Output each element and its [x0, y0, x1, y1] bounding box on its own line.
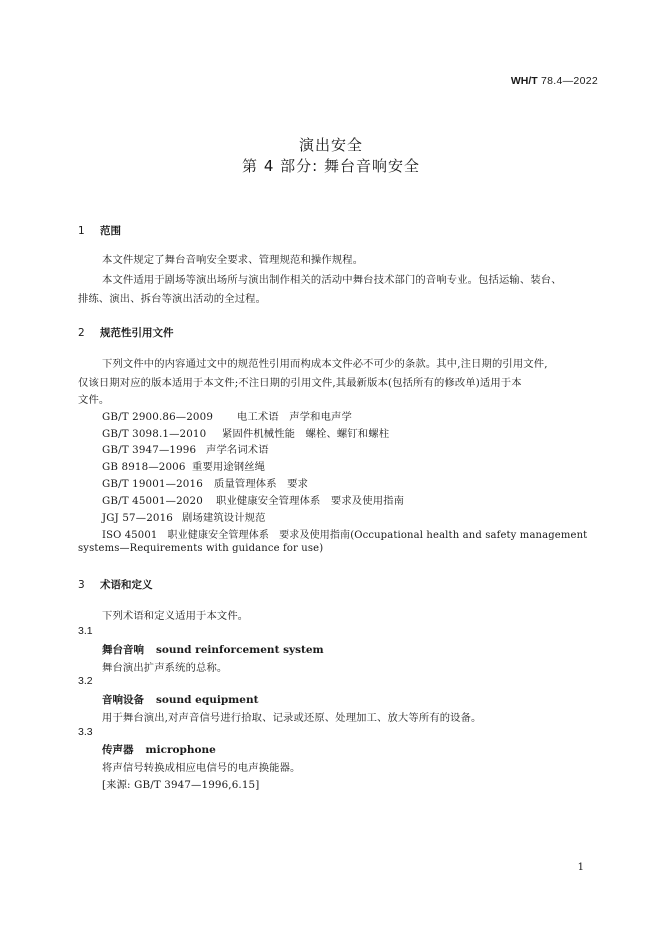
reference-item	[102, 408, 352, 423]
reference-iso: ISO 45001 职业健康安全管理体系 要求及使用指南(Occupational health and safety management	[102, 530, 588, 541]
reference-item	[102, 475, 308, 490]
term-definition: 舞台演出扩声系统的总称。	[102, 662, 228, 674]
reference-item	[102, 458, 265, 473]
section-number: 2	[78, 327, 85, 339]
section-number: 3	[78, 579, 85, 591]
term-chinese: 传声器	[102, 744, 134, 756]
reference-title: 职业健康安全管理体系 要求及使用指南	[216, 495, 405, 507]
reference-title: 电工术语 声学和电声学	[237, 411, 352, 423]
paragraph: 下列术语和定义适用于本文件。	[102, 610, 249, 622]
term-chinese: 舞台音响	[102, 644, 144, 656]
standard-number: 78.4—2022	[541, 75, 598, 87]
term-number: 3.1	[78, 625, 93, 637]
title-line-1: 演出安全	[298, 136, 363, 154]
term-english: sound reinforcement system	[156, 644, 324, 656]
section-title: 规范性引用文件	[100, 327, 174, 339]
paragraph-continued: 排练、演出、拆台等演出活动的全过程。	[78, 293, 267, 305]
reference-standard: GB/T 19001—2016	[102, 478, 203, 490]
term-definition: 将声信号转换成相应电信号的电声换能器。	[102, 762, 301, 774]
reference-item	[102, 441, 269, 456]
reference-standard: GB/T 3098.1—2010	[102, 428, 207, 440]
reference-standard: GB/T 3947—1996	[102, 444, 197, 456]
paragraph: 本文件适用于剧场等演出场所与演出制作相关的活动中舞台技术部门的音响专业。包括运输、装台、	[102, 274, 562, 286]
reference-item	[102, 425, 389, 440]
reference-item	[102, 509, 266, 524]
section-1-heading	[78, 223, 121, 238]
reference-title: 剧场建筑设计规范	[182, 512, 266, 524]
section-2-heading	[78, 325, 174, 340]
document-header	[511, 75, 598, 87]
term-heading	[102, 642, 324, 657]
term-number: 3.3	[78, 726, 93, 738]
reference-iso-continued: systems—Requirements with guidance for use)	[78, 543, 324, 554]
section-title: 范围	[100, 225, 121, 237]
paragraph-continued: 仅该日期对应的版本适用于本文件;不注日期的引用文件,其最新版本(包括所有的修改单)适用于本	[78, 377, 522, 389]
reference-title: 重要用途钢丝绳	[192, 461, 266, 473]
term-heading	[102, 742, 216, 757]
paragraph: 下列文件中的内容通过文中的规范性引用而构成本文件必不可少的条款。其中,注日期的引用文件,	[102, 358, 548, 370]
reference-standard: GB 8918—2006	[102, 461, 186, 473]
term-english: sound equipment	[156, 694, 259, 706]
reference-standard: GB/T 45001—2020	[102, 495, 203, 507]
reference-title: 紧固件机械性能 螺栓、螺钉和螺柱	[222, 428, 390, 440]
section-number: 1	[78, 225, 85, 237]
section-3-heading	[78, 577, 153, 592]
term-english: microphone	[145, 744, 216, 756]
reference-title: 质量管理体系 要求	[214, 478, 309, 490]
paragraph-continued: 文件。	[78, 394, 110, 406]
term-chinese: 音响设备	[102, 694, 144, 706]
term-definition: 用于舞台演出,对声音信号进行拾取、记录或还原、处理加工、放大等所有的设备。	[102, 712, 482, 724]
page-number: 1	[577, 862, 584, 873]
reference-item	[102, 492, 404, 507]
paragraph: 本文件规定了舞台音响安全要求、管理规范和操作规程。	[102, 254, 364, 266]
standard-code: WH/T	[510, 75, 538, 87]
reference-standard: GB/T 2900.86—2009	[102, 411, 214, 423]
term-source: [来源: GB/T 3947—1996,6.15]	[102, 779, 260, 791]
reference-standard: JGJ 57—2016	[102, 512, 174, 524]
reference-title: 声学名词术语	[206, 444, 269, 456]
term-heading	[102, 692, 258, 707]
term-number: 3.2	[78, 675, 93, 687]
title-line-2: 第 4 部分: 舞台音响安全	[242, 157, 420, 175]
section-title: 术语和定义	[100, 579, 153, 591]
